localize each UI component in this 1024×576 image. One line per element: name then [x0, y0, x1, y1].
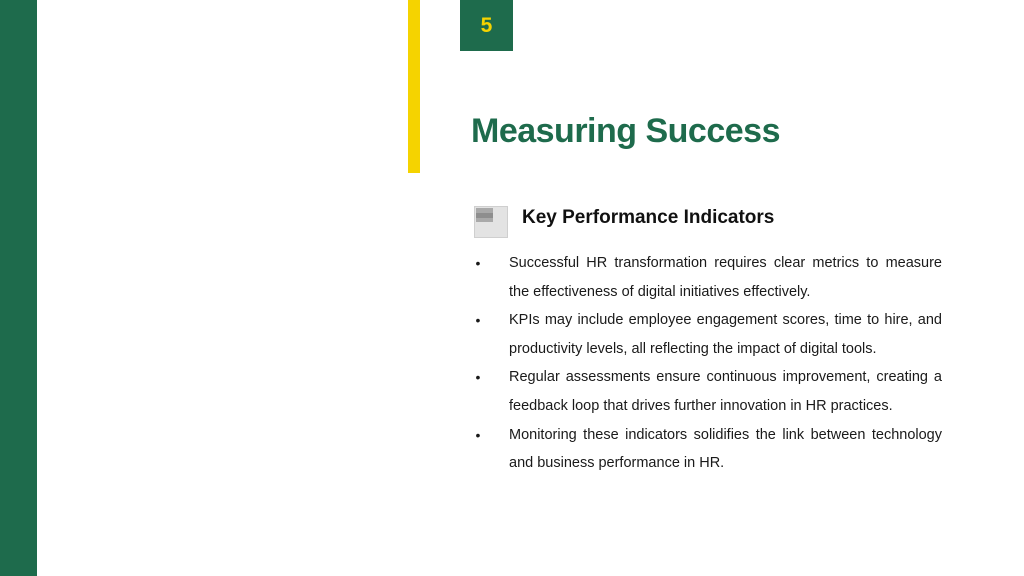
yellow-accent-bar — [408, 0, 420, 173]
bullet-item — [468, 249, 942, 306]
slide-title: Measuring Success — [471, 112, 780, 150]
bullet-dot-icon: • — [475, 312, 481, 329]
bullet-dot-icon: • — [475, 426, 481, 443]
left-decor-bar — [0, 0, 37, 576]
page-number-badge: 5 — [460, 0, 513, 51]
bullet-item — [468, 421, 942, 478]
bullet-dot-icon: • — [475, 369, 481, 386]
bullet-item — [468, 306, 942, 363]
bullet-text: Regular assessments ensure continuous improvement, creating a feedback loop that drives further innovation in HR practices. — [509, 369, 942, 414]
bullet-text: Successful HR transformation requires clear metrics to measure the effectiveness of digital initiatives effectively. — [509, 255, 942, 300]
placeholder-image-icon — [474, 206, 508, 238]
bullet-list — [468, 249, 942, 478]
bullet-dot-icon: • — [475, 255, 481, 271]
icon-square-dark — [476, 213, 493, 218]
bullet-item — [468, 363, 942, 420]
section-heading: Key Performance Indicators — [522, 207, 775, 228]
bullet-text: KPIs may include employee engagement scores, time to hire, and productivity levels, all reflecting the impact of digital tools. — [509, 312, 942, 357]
bullet-text: Monitoring these indicators solidifies the link between technology and business performance in HR. — [509, 426, 942, 472]
